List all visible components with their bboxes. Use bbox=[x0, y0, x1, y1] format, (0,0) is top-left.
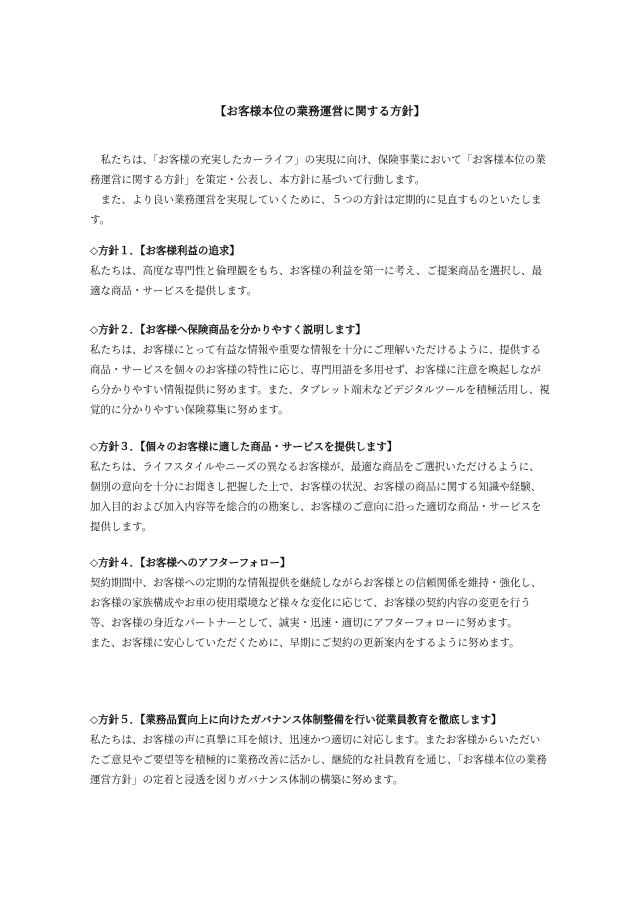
policy-section-1 bbox=[90, 241, 550, 301]
policy-body: 私たちは、お客様にとって有益な情報や重要な情報を十分にご理解いただけるように、提供する商品・サービスを個々のお客様の特性に応じ、専門用語を多用せず、お客様に注意を喚起しながら分かりやすい情報提供に努めます。また、タブレット端末などデジタルツールを積極活用し、視覚的に分かりやすい保険募集に努めます。 bbox=[90, 344, 550, 416]
policy-section-3 bbox=[90, 437, 550, 537]
intro-paragraph: また、より良い業務運営を実現していくために、５つの方針は定期的に見直すものといたします。 bbox=[90, 194, 542, 226]
policy-section-5 bbox=[90, 710, 550, 790]
policy-heading: ◇方針１．【お客様利益の追求】 bbox=[90, 245, 240, 257]
policy-section-4 bbox=[90, 553, 550, 653]
policy-section-2 bbox=[90, 320, 550, 420]
policy-heading: ◇方針５．【業務品質向上に向けたガバナンス体制整備を行い従業員教育を徹底します】 bbox=[90, 714, 502, 726]
policy-body: 契約期間中、お客様への定期的な情報提供を継続しながらお客様との信頼関係を維持・強化し、お客様の家族構成やお車の使用環境など様々な変化に応じて、お客様の契約内容の変更を行う等、お客様の身近なパートナーとして、誠実・迅速・適切にアフターフォローに努めます。 bbox=[90, 577, 542, 629]
policy-heading: ◇方針３．【個々のお客様に適した商品・サービスを提供します】 bbox=[90, 441, 398, 453]
policy-body: 私たちは、ライフスタイルやニーズの異なるお客様が、最適な商品をご選択いただけるように、個別の意向を十分にお聞きし把握した上で、お客様の状況、お客様の商品に関する知識や経験、加入目的および加入内容等を総合的の勘案し、お客様のご意向に沿った適切な商品・サービスを提供します。 bbox=[90, 461, 542, 533]
policy-body: また、お客様に安心していただくために、早期にご契約の更新案内をするように努めます。 bbox=[90, 637, 520, 649]
policy-body: 私たちは、お客様の声に真摯に耳を傾け、迅速かつ適切に対応します。またお客様からいただいたご意見やご要望等を積極的に業務改善に活かし、継続的な社員教育を通じ、「お客様本位の業務運営方針」の定着と浸透を図りガバナンス体制の構築に努めます。 bbox=[90, 734, 547, 786]
document-title: 【お客様本位の業務運営に関する方針】 bbox=[214, 104, 426, 118]
intro-paragraph: 私たちは、「お客様の充実したカーライフ」の実現に向け、保険事業において「お客様本位の業務運営に関する方針」を策定・公表し、本方針に基づいて行動します。 bbox=[90, 154, 546, 186]
policy-heading: ◇方針２．【お客様へ保険商品を分かりやすく説明します】 bbox=[90, 324, 366, 336]
policy-body: 私たちは、高度な専門性と倫理観をもち、お客様の利益を第一に考え、ご提案商品を選択し、最適な商品・サービスを提供します。 bbox=[90, 265, 543, 297]
policy-heading: ◇方針４．【お客様へのアフターフォロー】 bbox=[90, 557, 291, 569]
intro-block bbox=[90, 150, 550, 230]
